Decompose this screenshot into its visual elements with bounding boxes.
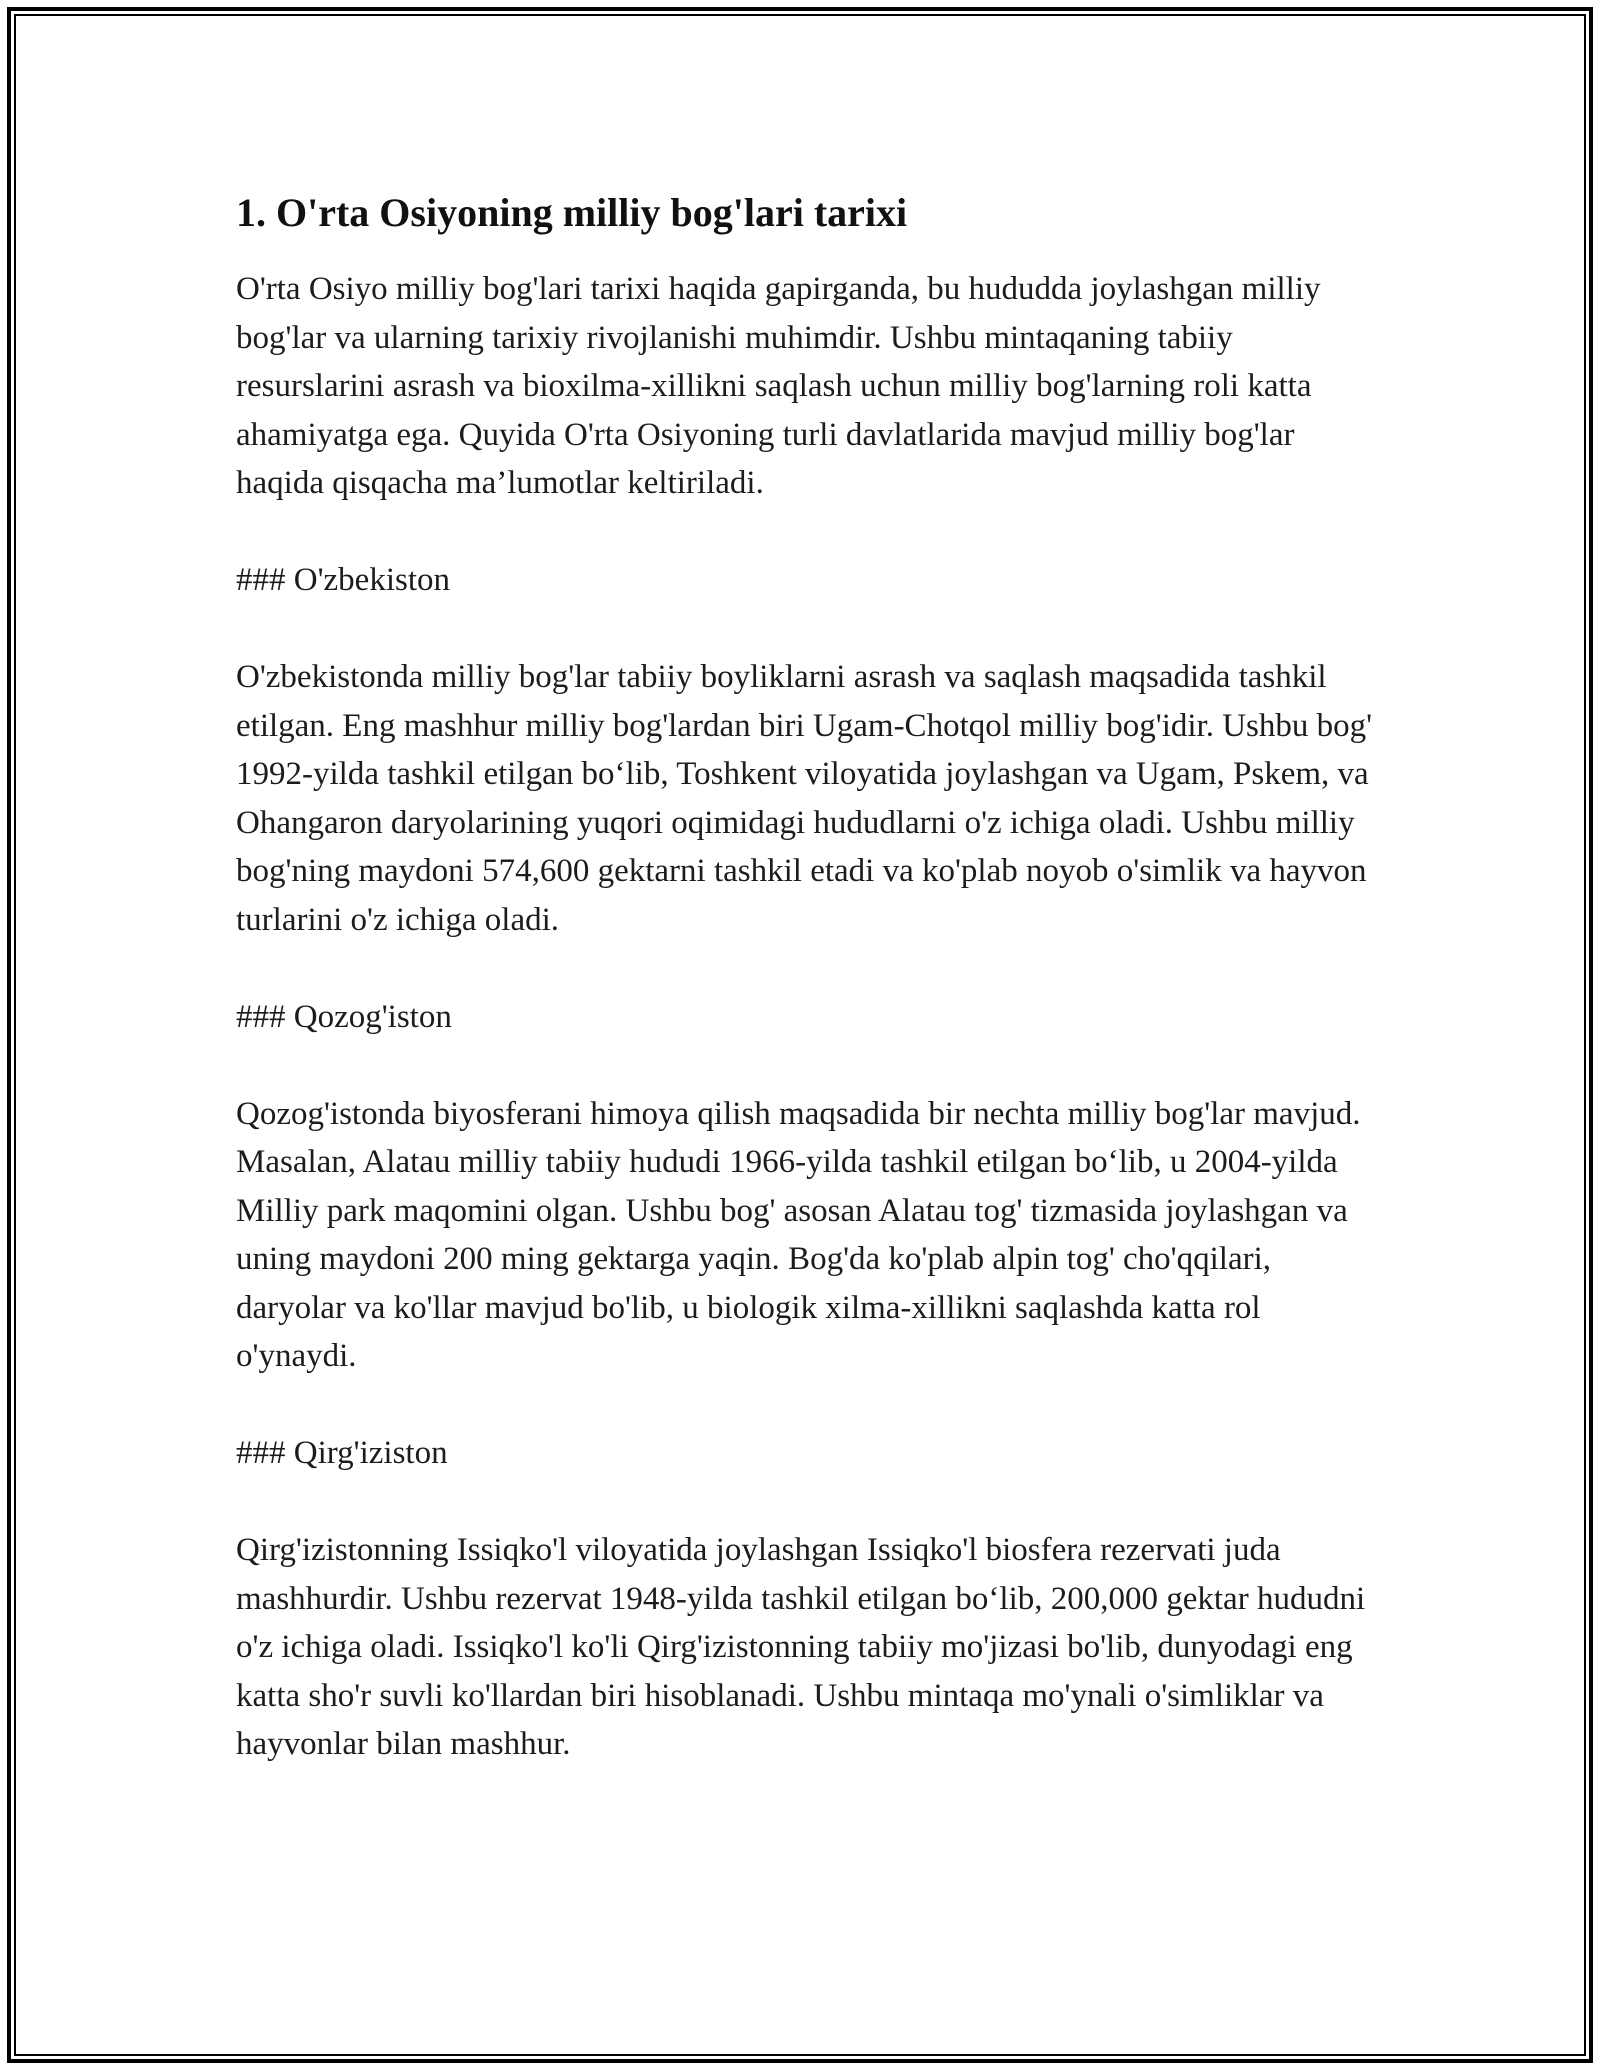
intro-paragraph: O'rta Osiyo milliy bog'lari tarixi haqida gapirganda, bu hududda joylashgan milliy bog'lar va ularning tarixiy rivojlanishi muhimdir. Ushbu mintaqaning tabiiy resurslarini asrash va bioxilma-xillikni saqlash uchun milliy bog'larning roli katta ahamiyatga ega. Quyida O'rta Osiyoning turli davlatlarida mavjud milliy bog'lar haqida qisqacha ma’lumotlar keltiriladi.: [236, 271, 1321, 501]
spacer: [236, 1041, 1386, 1090]
spacer: [236, 1478, 1386, 1527]
section-body-kazakhstan: Qozog'istonda biyosferani himoya qilish maqsadida bir nechta milliy bog'lar mavjud. Masalan, Alatau milliy tabiiy hududi 1966-yilda tashkil etilgan bo‘lib, u 2004-yilda Milliy park maqomini olgan. Ushbu bog' asosan Alatau tog' tizmasida joylashgan va uning maydoni 200 ming gektarga yaqin. Bog'da ko'plab alpin tog' cho'qqilari, daryolar va ko'llar mavjud bo'lib, u biologik xilma-xillikni saqlashda katta rol o'ynaydi.: [236, 1095, 1361, 1374]
section-heading-uzbekistan: ### O'zbekiston: [236, 562, 451, 598]
section-heading-kyrgyzstan: ### Qirg'iziston: [236, 1435, 448, 1471]
spacer: [236, 944, 1386, 993]
section-heading-kazakhstan: ### Qozog'iston: [236, 998, 452, 1035]
section-body-uzbekistan: O'zbekistonda milliy bog'lar tabiiy boyliklarni asrash va saqlash maqsadida tashkil etilgan. Eng mashhur milliy bog'lardan biri Ugam-Chotqol milliy bog'idir. Ushbu bog' 1992-yilda tashkil etilgan bo‘lib, Toshkent viloyatida joylashgan va Ugam, Pskem, va Ohangaron daryolarining yuqori oqimidagi hududlarni o'z ichiga oladi. Ushbu milliy bog'ning maydoni 574,600 gektarni tashkil etadi va ko'plab noyob o'simlik va hayvon turlarini o'z ichiga oladi.: [236, 659, 1373, 938]
spacer: [236, 605, 1386, 654]
document-title: 1. O'rta Osiyoning milliy bog'lari tarixi: [236, 190, 908, 235]
document-content: [236, 185, 1386, 1769]
section-body-kyrgyzstan: Qirg'izistonning Issiqko'l viloyatida joylashgan Issiqko'l biosfera rezervati juda mashhurdir. Ushbu rezervat 1948-yilda tashkil etilgan bo‘lib, 200,000 gektar hududni o'z ichiga oladi. Issiqko'l ko'li Qirg'izistonning tabiiy mo'jizasi bo'lib, dunyodagi eng katta sho'r suvli ko'llardan biri hisoblanadi. Ushbu mintaqa mo'ynali o'simliklar va hayvonlar bilan mashhur.: [236, 1532, 1366, 1762]
spacer: [236, 508, 1386, 557]
spacer: [236, 1381, 1386, 1430]
